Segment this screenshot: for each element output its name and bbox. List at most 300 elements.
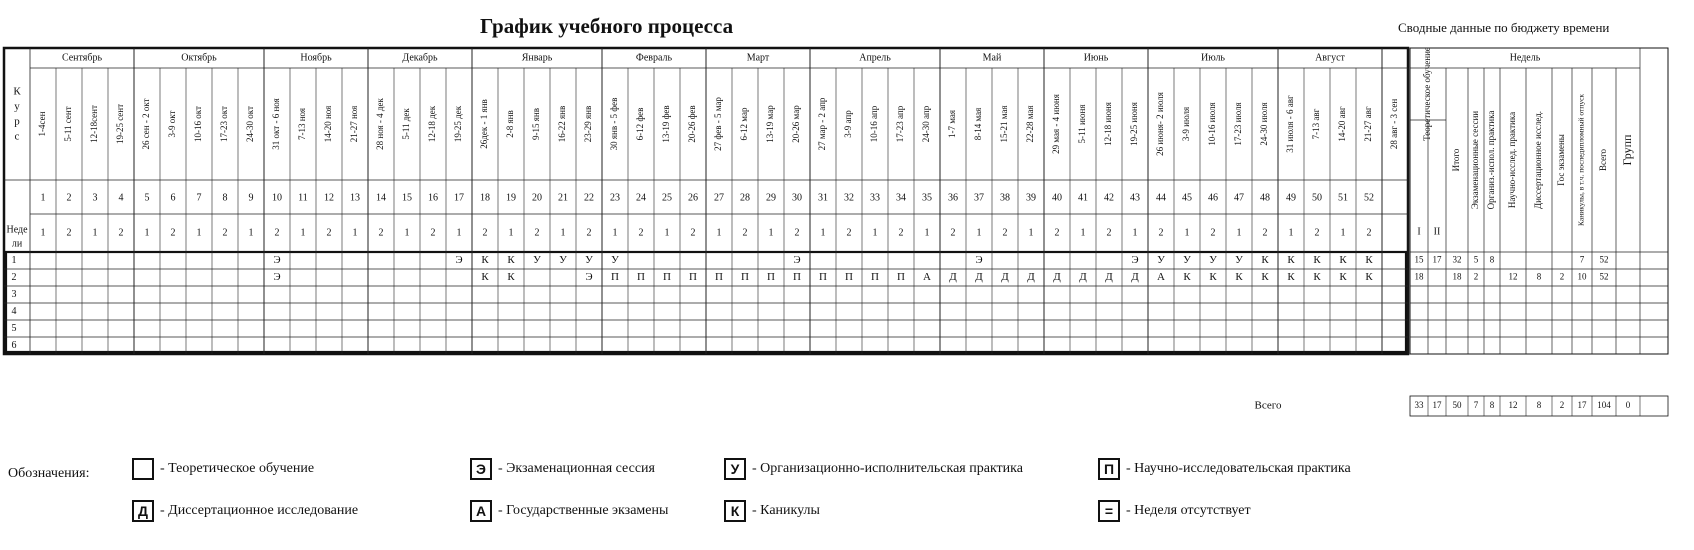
date-range: 14-20 ноя — [323, 105, 334, 143]
weeks-header: ли — [11, 238, 23, 250]
schedule-cell: П — [793, 271, 801, 284]
date-range: 31 июля - 6 авг — [1285, 95, 1296, 153]
month-label-1: Сентябрь — [61, 52, 103, 64]
week-parity: 1 — [612, 227, 618, 239]
schedule-cell: У — [1235, 254, 1243, 267]
summary-cell: 2 — [1559, 271, 1565, 282]
week-parity: 1 — [820, 227, 826, 239]
date-range: 1-4сен — [37, 111, 48, 137]
week-number: 2 — [66, 192, 72, 204]
week-parity: 2 — [846, 227, 852, 239]
date-range: 24-30 апр — [921, 105, 932, 143]
month-label-4: Декабрь — [402, 52, 438, 64]
summary-col-exam: Экзаменационные сессии — [1470, 110, 1481, 210]
schedule-cell: У — [1183, 254, 1191, 267]
course-header-letter: К — [13, 85, 21, 98]
week-parity: 2 — [638, 227, 644, 239]
legend-text: - Каникулы — [752, 503, 820, 518]
summary-col-II: II — [1433, 226, 1441, 238]
grand-total-cell: 2 — [1559, 400, 1565, 411]
schedule-cell: Э — [793, 254, 801, 267]
legend-item — [132, 458, 314, 480]
schedule-cell: У — [533, 254, 541, 267]
week-number: 50 — [1312, 192, 1322, 204]
week-parity: 1 — [144, 227, 150, 239]
week-number: 13 — [350, 192, 360, 204]
legend-item — [724, 458, 1023, 480]
week-parity: 2 — [794, 227, 800, 239]
week-number: 25 — [662, 192, 672, 204]
schedule-cell: П — [741, 271, 749, 284]
week-number: 43 — [1130, 192, 1140, 204]
summary-cell: 12 — [1508, 271, 1518, 282]
legend-text: - Экзаменационная сессия — [498, 461, 655, 476]
month-label-9: Май — [982, 52, 1002, 64]
date-range: 10-16 окт — [193, 106, 204, 142]
schedule-cell: Д — [1001, 271, 1009, 284]
week-number: 15 — [402, 192, 412, 204]
course-header-letter: у — [14, 100, 20, 113]
date-range: 26 сен - 2 окт — [141, 98, 152, 150]
date-range: 29 мая - 4 июня — [1051, 94, 1062, 154]
week-parity: 2 — [1210, 227, 1216, 239]
schedule-cell: К — [1287, 271, 1295, 284]
week-number: 29 — [766, 192, 776, 204]
summary-cell: 8 — [1536, 271, 1542, 282]
month-label-6: Февраль — [635, 52, 673, 64]
week-number: 28 — [740, 192, 750, 204]
week-parity: 1 — [1340, 227, 1346, 239]
summary-cell: 18 — [1452, 271, 1462, 282]
week-parity: 1 — [1028, 227, 1034, 239]
summary-cell: 18 — [1414, 271, 1424, 282]
schedule-cell: К — [1183, 271, 1191, 284]
week-number: 11 — [298, 192, 308, 204]
week-parity: 2 — [118, 227, 124, 239]
week-parity: 1 — [1132, 227, 1138, 239]
week-number: 44 — [1156, 192, 1166, 204]
date-range: 21-27 авг — [1363, 106, 1374, 142]
week-number: 10 — [272, 192, 282, 204]
schedule-cell: Э — [455, 254, 463, 267]
week-parity: 2 — [222, 227, 228, 239]
date-range: 3-9 июля — [1181, 106, 1192, 142]
date-range: 20-26 мар — [791, 105, 802, 143]
course-header-letter: с — [14, 130, 20, 143]
schedule-cell: К — [1339, 254, 1347, 267]
schedule-cell: К — [1261, 254, 1269, 267]
date-range: 5-11 сент — [63, 106, 74, 142]
date-range: 19-25 сент — [115, 103, 126, 145]
week-parity: 1 — [1288, 227, 1294, 239]
week-number: 35 — [922, 192, 932, 204]
grand-total-cell: 12 — [1508, 400, 1518, 411]
week-number: 1 — [40, 192, 46, 204]
schedule-cell: У — [585, 254, 593, 267]
schedule-cell: П — [663, 271, 671, 284]
legend-symbol: К — [724, 500, 746, 522]
week-number: 7 — [196, 192, 202, 204]
date-range: 14-20 авг — [1337, 106, 1348, 142]
month-label-12: Август — [1315, 52, 1345, 64]
schedule-cell: У — [1157, 254, 1165, 267]
week-parity: 2 — [1002, 227, 1008, 239]
date-range: 21-27 ноя — [349, 105, 360, 143]
schedule-cell: П — [637, 271, 645, 284]
legend-label: Обозначения: — [8, 466, 90, 481]
schedule-cell: К — [1365, 254, 1373, 267]
summary-cell: 17 — [1432, 254, 1442, 265]
schedule-cell: Д — [1131, 271, 1139, 284]
summary-cell: 52 — [1599, 254, 1609, 265]
grand-total-cell: 33 — [1414, 400, 1424, 411]
week-parity: 2 — [66, 227, 72, 239]
week-number: 49 — [1286, 192, 1296, 204]
week-parity: 2 — [534, 227, 540, 239]
schedule-cell: У — [559, 254, 567, 267]
week-number: 24 — [636, 192, 646, 204]
date-range: 15-21 мая — [999, 105, 1010, 143]
budget-title: Сводные данные по бюджету времени — [1398, 20, 1610, 35]
schedule-cell: А — [1157, 271, 1165, 284]
week-number: 8 — [222, 192, 228, 204]
legend-symbol: = — [1098, 500, 1120, 522]
date-range: 31 окт - 6 ноя — [271, 98, 282, 150]
date-range: 12-18сент — [89, 105, 100, 143]
week-number: 51 — [1338, 192, 1348, 204]
grand-total-label: Всего — [1254, 399, 1282, 412]
week-parity: 1 — [352, 227, 358, 239]
schedule-cell: К — [481, 271, 489, 284]
summary-cell: 32 — [1452, 254, 1462, 265]
course-label-4: 4 — [11, 305, 17, 317]
summary-theory-group: Теоретическое обучение — [1422, 47, 1433, 141]
schedule-cell: К — [1313, 254, 1321, 267]
schedule-cell: Д — [1027, 271, 1035, 284]
date-range: 10-16 июля — [1207, 102, 1218, 146]
summary-cell: 8 — [1489, 254, 1495, 265]
week-number: 40 — [1052, 192, 1062, 204]
summary-cell: 5 — [1473, 254, 1479, 265]
schedule-cell: П — [715, 271, 723, 284]
legend-symbol: А — [470, 500, 492, 522]
legend-symbol: У — [724, 458, 746, 480]
grand-total-cell: 17 — [1432, 400, 1442, 411]
week-number: 48 — [1260, 192, 1270, 204]
legend-text: - Организационно-исполнительская практика — [752, 461, 1023, 476]
week-number: 22 — [584, 192, 594, 204]
schedule-cell: Д — [1079, 271, 1087, 284]
week-parity: 1 — [196, 227, 202, 239]
month-label-2: Октябрь — [181, 52, 217, 64]
week-parity: 1 — [560, 227, 566, 239]
week-parity: 2 — [1054, 227, 1060, 239]
week-number: 23 — [610, 192, 620, 204]
summary-col-groups: Групп — [1619, 134, 1634, 166]
week-parity: 1 — [716, 227, 722, 239]
week-parity: 1 — [976, 227, 982, 239]
week-parity: 1 — [248, 227, 254, 239]
date-range: 10-16 апр — [869, 105, 880, 143]
week-parity: 1 — [404, 227, 410, 239]
week-parity: 1 — [768, 227, 774, 239]
date-range: 17-23 апр — [895, 105, 906, 143]
date-range: 6-12 мар — [739, 107, 750, 141]
week-number: 4 — [118, 192, 124, 204]
date-range: 20-26 фев — [687, 105, 698, 143]
month-label-11: Июль — [1201, 52, 1225, 64]
schedule-cell: Э — [273, 271, 281, 284]
course-label-3: 3 — [11, 288, 17, 300]
week-number: 36 — [948, 192, 958, 204]
legend-symbol: П — [1098, 458, 1120, 480]
month-label-7: Март — [746, 52, 770, 64]
schedule-cell: К — [507, 254, 515, 267]
date-range: 13-19 мар — [765, 105, 776, 143]
schedule-cell: П — [819, 271, 827, 284]
week-parity: 2 — [690, 227, 696, 239]
date-range: 12-18 июня — [1103, 102, 1114, 146]
week-parity: 2 — [1262, 227, 1268, 239]
week-number: 26 — [688, 192, 698, 204]
week-number: 14 — [376, 192, 386, 204]
week-parity: 2 — [1314, 227, 1320, 239]
schedule-cell: П — [871, 271, 879, 284]
summary-col-dissertation: Диссертационное исслед. — [1533, 110, 1544, 210]
week-parity: 2 — [586, 227, 592, 239]
week-number: 6 — [170, 192, 176, 204]
schedule-cell: Д — [1053, 271, 1061, 284]
week-number: 20 — [532, 192, 542, 204]
date-range: 9-15 янв — [531, 108, 542, 140]
date-range: 24-30 окт — [245, 106, 256, 142]
schedule-cell: Д — [949, 271, 957, 284]
week-number: 12 — [324, 192, 334, 204]
legend-text: - Теоретическое обучение — [160, 461, 315, 476]
summary-col-org: Организ.-испол. практика — [1486, 110, 1497, 210]
date-range: 12-18 дек — [427, 105, 438, 143]
month-label-8: Апрель — [859, 52, 891, 64]
schedule-cell: К — [1287, 254, 1295, 267]
schedule-cell: Д — [1105, 271, 1113, 284]
week-parity: 1 — [664, 227, 670, 239]
schedule-cell: Д — [975, 271, 983, 284]
week-parity: 1 — [508, 227, 514, 239]
page-title: График учебного процесса — [480, 14, 734, 38]
week-number: 32 — [844, 192, 854, 204]
date-range: 22-28 мая — [1025, 105, 1036, 143]
schedule-cell: К — [507, 271, 515, 284]
week-number: 31 — [818, 192, 828, 204]
week-parity: 2 — [482, 227, 488, 239]
schedule-cell: К — [1209, 271, 1217, 284]
week-number: 37 — [974, 192, 984, 204]
week-number: 46 — [1208, 192, 1218, 204]
date-range: 6-12 фев — [635, 107, 646, 141]
month-label-10: Июнь — [1083, 52, 1109, 64]
legend-item — [470, 458, 655, 480]
course-label-2: 2 — [11, 271, 17, 283]
legend-item — [470, 500, 668, 522]
schedule-cell: К — [1339, 271, 1347, 284]
schedule-cell: К — [1365, 271, 1373, 284]
legend-symbol: Э — [470, 458, 492, 480]
week-parity: 2 — [1106, 227, 1112, 239]
schedule-cell: П — [767, 271, 775, 284]
date-range: 17-23 июля — [1233, 102, 1244, 146]
schedule-cell: Э — [585, 271, 593, 284]
schedule-cell: П — [897, 271, 905, 284]
summary-cell: 10 — [1577, 271, 1587, 282]
week-parity: 2 — [1158, 227, 1164, 239]
schedule-cell: У — [611, 254, 619, 267]
summary-weeks-header: Недель — [1509, 52, 1541, 64]
week-parity: 2 — [1366, 227, 1372, 239]
legend-item — [1098, 500, 1251, 522]
week-number: 21 — [558, 192, 568, 204]
summary-cell: 52 — [1599, 271, 1609, 282]
week-parity: 1 — [872, 227, 878, 239]
week-parity: 2 — [378, 227, 384, 239]
week-number: 47 — [1234, 192, 1244, 204]
week-parity: 2 — [898, 227, 904, 239]
date-range: 27 мар - 2 апр — [817, 97, 828, 151]
week-parity: 2 — [742, 227, 748, 239]
week-number: 30 — [792, 192, 802, 204]
summary-cell: 7 — [1579, 254, 1585, 265]
week-number: 38 — [1000, 192, 1010, 204]
schedule-cell: К — [1313, 271, 1321, 284]
schedule-cell: Э — [1131, 254, 1139, 267]
date-range: 13-19 фев — [661, 105, 672, 143]
date-range: 28 авг - 3 сен — [1389, 98, 1400, 150]
date-range: 7-13 ноя — [297, 107, 308, 141]
summary-col-I: I — [1417, 226, 1421, 238]
grand-total-cell: 8 — [1536, 400, 1542, 411]
schedule-cell: П — [689, 271, 697, 284]
week-parity: 1 — [456, 227, 462, 239]
date-range: 26дек - 1 янв — [479, 99, 490, 149]
week-parity: 1 — [924, 227, 930, 239]
date-range: 19-25 июня — [1129, 102, 1140, 146]
grand-total-cell: 17 — [1577, 400, 1587, 411]
date-range: 1-7 мая — [947, 109, 958, 139]
month-label-5: Январь — [521, 52, 553, 64]
date-range: 23-29 янв — [583, 105, 594, 143]
schedule-cell: Э — [273, 254, 281, 267]
course-label-5: 5 — [11, 322, 17, 334]
date-range: 24-30 июля — [1259, 102, 1270, 146]
week-parity: 1 — [1184, 227, 1190, 239]
week-number: 39 — [1026, 192, 1036, 204]
week-number: 45 — [1182, 192, 1192, 204]
grand-total-cell: 8 — [1489, 400, 1495, 411]
week-number: 27 — [714, 192, 724, 204]
legend-item — [132, 500, 358, 522]
summary-col-research: Научно-исслед. практика — [1507, 111, 1518, 209]
schedule-cell: П — [611, 271, 619, 284]
date-range: 7-13 авг — [1311, 108, 1322, 140]
weeks-header: Неде — [6, 224, 28, 236]
summary-cell: 2 — [1473, 271, 1479, 282]
date-range: 27 фев - 5 мар — [713, 97, 724, 151]
legend-item — [1098, 458, 1351, 480]
schedule-cell: К — [481, 254, 489, 267]
summary-col-state-exams: Гос экзамены — [1556, 134, 1567, 186]
legend-item — [724, 500, 820, 522]
date-range: 2-8 янв — [505, 110, 516, 138]
schedule-cell: П — [845, 271, 853, 284]
date-range: 17-23 окт — [219, 106, 230, 142]
week-parity: 2 — [274, 227, 280, 239]
week-parity: 2 — [430, 227, 436, 239]
week-parity: 1 — [1236, 227, 1242, 239]
schedule-cell: К — [1235, 271, 1243, 284]
legend-text: - Неделя отсутствует — [1126, 503, 1251, 518]
week-number: 41 — [1078, 192, 1088, 204]
week-number: 33 — [870, 192, 880, 204]
schedule-cell: А — [923, 271, 931, 284]
date-range: 19-25 дек — [453, 105, 464, 143]
date-range: 28 ноя - 4 дек — [375, 98, 386, 150]
week-parity: 1 — [40, 227, 46, 239]
summary-col-all: Всего — [1598, 148, 1609, 172]
week-number: 5 — [144, 192, 150, 204]
week-number: 19 — [506, 192, 516, 204]
grand-total-cell: 104 — [1597, 400, 1611, 411]
week-parity: 2 — [326, 227, 332, 239]
grand-total-cell: 50 — [1452, 400, 1462, 411]
week-number: 16 — [428, 192, 438, 204]
date-range: 3-9 апр — [843, 110, 854, 138]
legend-symbol — [132, 458, 154, 480]
week-number: 3 — [92, 192, 98, 204]
date-range: 30 янв - 5 фев — [609, 97, 620, 151]
grand-total-cell: 0 — [1625, 400, 1631, 411]
week-parity: 1 — [300, 227, 306, 239]
summary-col-total: Итого — [1451, 148, 1462, 172]
week-number: 18 — [480, 192, 490, 204]
schedule-cell: У — [1209, 254, 1217, 267]
week-parity: 1 — [92, 227, 98, 239]
week-number: 9 — [248, 192, 254, 204]
week-number: 52 — [1364, 192, 1374, 204]
legend-text: - Диссертационное исследование — [160, 503, 359, 518]
week-parity: 2 — [950, 227, 956, 239]
date-range: 8-14 мая — [973, 107, 984, 141]
week-number: 34 — [896, 192, 906, 204]
month-label-3: Ноябрь — [300, 52, 332, 64]
schedule-cell: Э — [975, 254, 983, 267]
week-parity: 2 — [170, 227, 176, 239]
legend-text: - Научно-исследовательская практика — [1126, 461, 1351, 476]
course-label-6: 6 — [11, 339, 17, 351]
schedule-cell: К — [1261, 271, 1269, 284]
week-parity: 1 — [1080, 227, 1086, 239]
week-number: 17 — [454, 192, 464, 204]
date-range: 5-11 июня — [1077, 104, 1088, 144]
date-range: 3-9 окт — [167, 110, 178, 138]
summary-col-vacation: Каникулы, в т.ч. последипломный отпуск — [1576, 93, 1586, 227]
course-label-1: 1 — [11, 254, 17, 266]
course-header-letter: р — [14, 115, 20, 128]
grand-total-cell: 7 — [1473, 400, 1479, 411]
date-range: 26 июня- 2 июля — [1155, 92, 1166, 156]
week-number: 42 — [1104, 192, 1114, 204]
legend-text: - Государственные экзамены — [498, 503, 669, 518]
summary-cell: 15 — [1414, 254, 1424, 265]
date-range: 16-22 янв — [557, 105, 568, 143]
